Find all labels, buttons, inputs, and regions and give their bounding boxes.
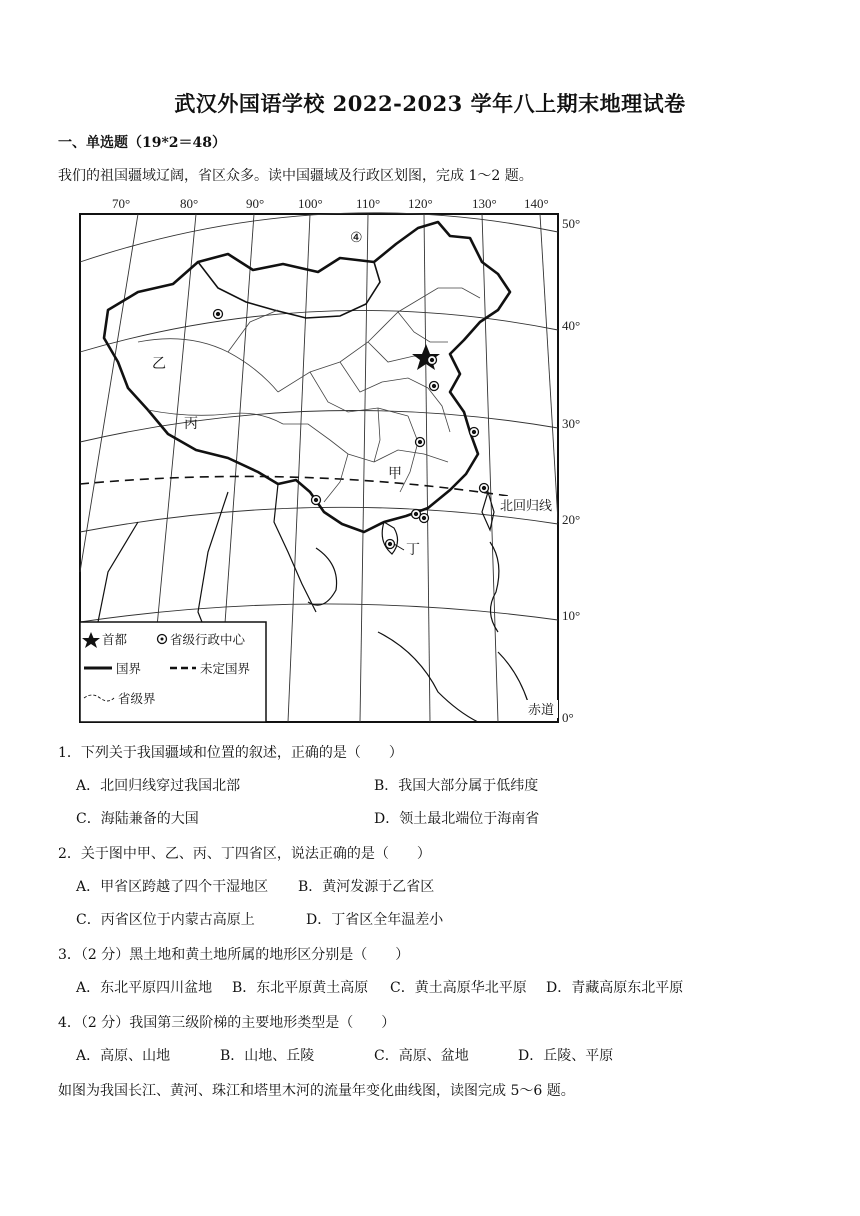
lat-label: 30° xyxy=(562,416,581,431)
question-1-option-d[interactable]: D．领土最北端位于海南省 xyxy=(374,811,540,827)
lon-label: 90° xyxy=(246,196,265,211)
equator-label: 赤道 xyxy=(528,702,555,717)
lat-label: 0° xyxy=(562,710,574,725)
region-label-ding: 丁 xyxy=(406,543,420,558)
lon-label: 80° xyxy=(180,196,199,211)
region-label-jia: 甲 xyxy=(388,467,402,482)
question-4-option-b[interactable]: B．山地、丘陵 xyxy=(220,1048,315,1064)
question-4-stem: 4．（2 分）我国第三级阶梯的主要地形类型是（ ） xyxy=(58,1015,396,1031)
lon-label: 130° xyxy=(472,196,497,211)
lat-label: 40° xyxy=(562,318,581,333)
legend-provincial-center: 省级行政中心 xyxy=(170,633,246,647)
lon-label: 120° xyxy=(408,196,433,211)
question-4-option-a[interactable]: A．高原、山地 xyxy=(76,1048,171,1064)
question-2-option-d[interactable]: D．丁省区全年温差小 xyxy=(306,912,444,928)
region-label-bing: 丙 xyxy=(184,417,198,432)
question-3-stem: 3．（2 分）黑土地和黄土地所属的地形区分别是（ ） xyxy=(58,947,410,963)
question-1-option-c[interactable]: C．海陆兼备的大国 xyxy=(76,811,199,827)
lon-label: 110° xyxy=(356,196,381,211)
question-1-stem: 1．下列关于我国疆域和位置的叙述，正确的是（ ） xyxy=(58,745,403,761)
question-2-option-b[interactable]: B．黄河发源于乙省区 xyxy=(298,879,435,895)
lon-label: 70° xyxy=(112,196,131,211)
lat-label: 50° xyxy=(562,216,581,231)
map-legend xyxy=(80,622,266,722)
tropic-label: 北回归线 xyxy=(500,498,553,513)
page-title: 武汉外国语学校 2022-2023 学年八上期末地理试卷 xyxy=(174,91,686,116)
lon-label: 100° xyxy=(298,196,323,211)
question-2-option-c[interactable]: C．丙省区位于内蒙古高原上 xyxy=(76,912,255,928)
question-2-option-a[interactable]: A．甲省区跨越了四个干湿地区 xyxy=(76,879,269,895)
question-3-option-d[interactable]: D．青藏高原东北平原 xyxy=(546,980,684,996)
question-4-option-c[interactable]: C．高原、盆地 xyxy=(374,1048,469,1064)
lat-label: 20° xyxy=(562,512,581,527)
question-1-option-b[interactable]: B．我国大部分属于低纬度 xyxy=(374,778,539,794)
lon-label: 140° xyxy=(524,196,549,211)
region-label-yi: 乙 xyxy=(152,357,166,372)
question-2-stem: 2．关于图中甲、乙、丙、丁四省区，说法正确的是（ ） xyxy=(58,846,431,862)
question-3-option-a[interactable]: A．东北平原四川盆地 xyxy=(76,980,213,996)
legend-capital: 首都 xyxy=(102,633,128,647)
lat-label: 10° xyxy=(562,608,581,623)
region-marker-4: ④ xyxy=(350,231,363,246)
intro-text: 我们的祖国疆域辽阔，省区众多。读中国疆域及行政区划图，完成 1～2 题。 xyxy=(58,168,533,184)
question-3-option-c[interactable]: C．黄土高原华北平原 xyxy=(390,980,527,996)
legend-border: 国界 xyxy=(116,662,142,676)
china-map xyxy=(78,192,588,726)
question-1-option-a[interactable]: A．北回归线穿过我国北部 xyxy=(76,778,241,794)
section-heading: 一、单选题（19*2＝48） xyxy=(58,135,227,151)
legend-provincial-border: 省级界 xyxy=(118,692,156,706)
question-3-option-b[interactable]: B．东北平原黄土高原 xyxy=(232,980,369,996)
question-4-option-d[interactable]: D．丘陵、平原 xyxy=(518,1048,614,1064)
legend-undefined-border: 未定国界 xyxy=(200,662,251,676)
intro-text-2: 如图为我国长江、黄河、珠江和塔里木河的流量年变化曲线图，读图完成 5～6 题。 xyxy=(58,1083,575,1099)
